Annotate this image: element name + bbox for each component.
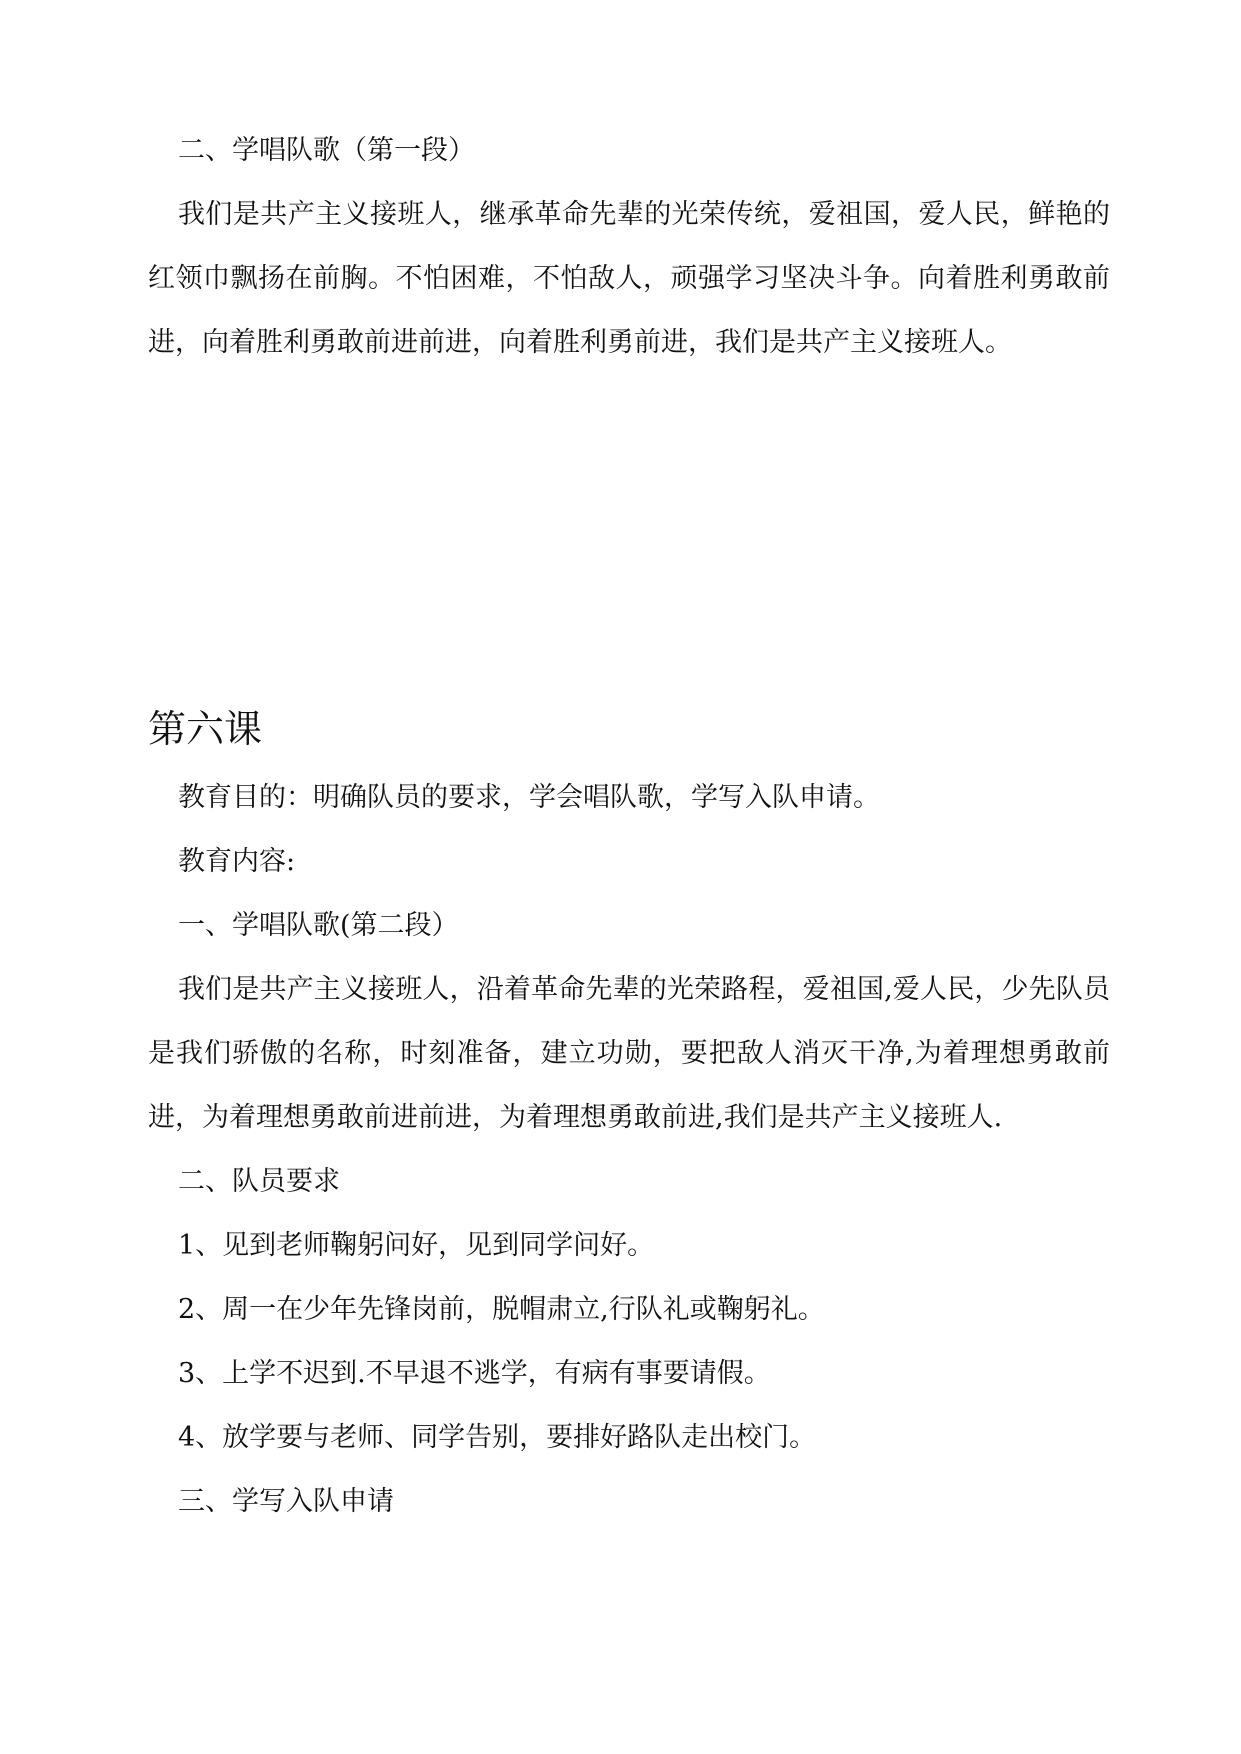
song-lyrics-verse-one: 我们是共产主义接班人，继承革命先辈的光荣传统，爱祖国，爱人民，鲜艳的红领巾飘扬在前胸。不怕困难，不怕敌人，顽强学习坚决斗争。向着胜利勇敢前进，向着胜利勇敢前进前进，向着胜利勇前进，我们是共产主义接班人。 [148, 199, 1110, 358]
lesson-content-label: 教育内容: [178, 846, 296, 877]
song-section-one [148, 119, 1110, 375]
part-three-heading: 三、学写入队申请 [178, 1486, 394, 1517]
requirement-item: 1、见到老师鞠躬问好，见到同学问好。 [178, 1230, 655, 1261]
section-heading: 二、学唱队歌（第一段） [178, 135, 475, 166]
lesson-title: 第六课 [148, 707, 263, 751]
lesson-goal: 教育目的：明确队员的要求，学会唱队歌，学写入队申请。 [178, 782, 880, 813]
song-lyrics-verse-two: 我们是共产主义接班人，沿着革命先辈的光荣路程，爱祖国,爱人民，少先队员是我们骄傲的名称，时刻准备，建立功勋，要把敌人消灭干净,为着理想勇敢前进，为着理想勇敢前进前进，为着理想勇敢前进,我们是共产主义接班人. [148, 974, 1110, 1133]
lesson-body [148, 766, 1110, 1534]
part-two-heading: 二、队员要求 [178, 1166, 340, 1197]
requirement-item: 4、放学要与老师、同学告别，要排好路队走出校门。 [178, 1422, 817, 1453]
requirement-item: 2、周一在少年先锋岗前，脱帽肃立,行队礼或鞠躬礼。 [178, 1294, 825, 1325]
part-one-heading: 一、学唱队歌(第二段） [178, 910, 459, 941]
requirement-item: 3、上学不迟到.不早退不逃学，有病有事要请假。 [178, 1358, 771, 1389]
